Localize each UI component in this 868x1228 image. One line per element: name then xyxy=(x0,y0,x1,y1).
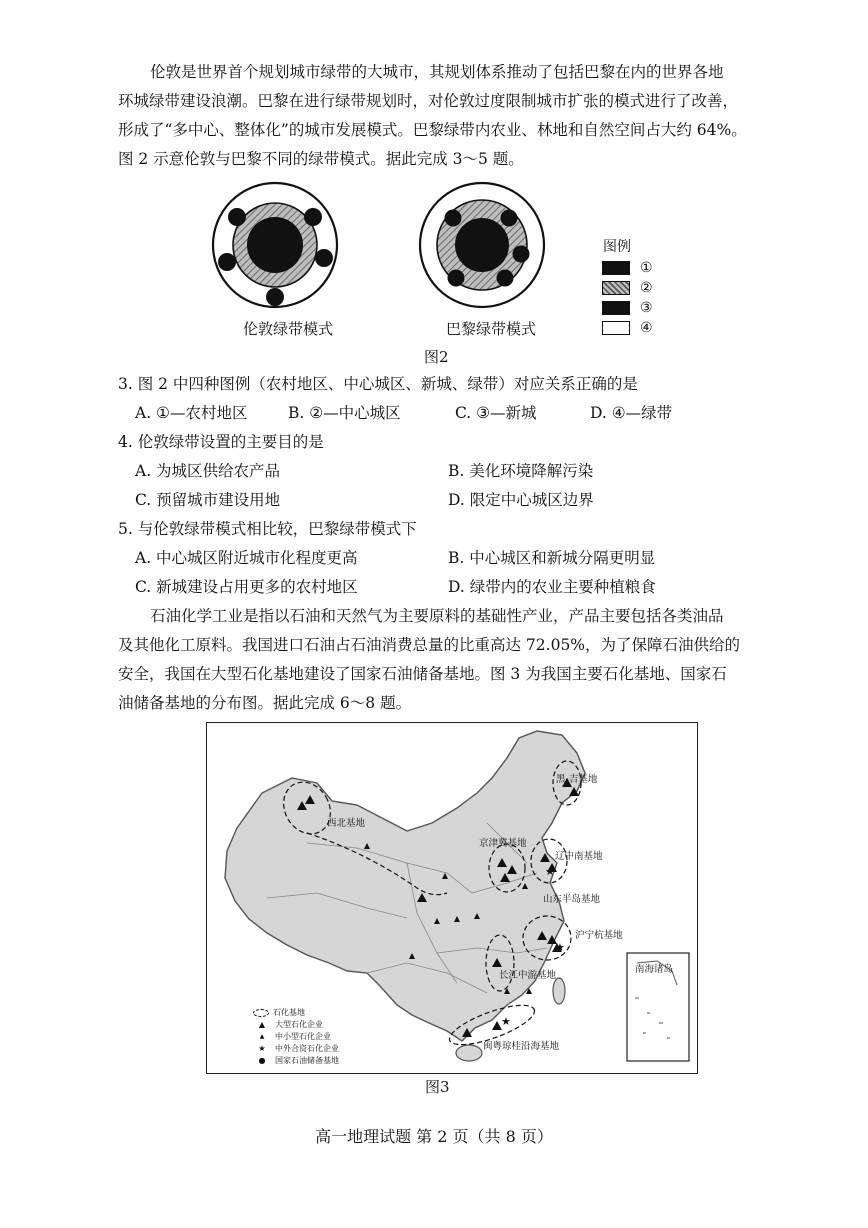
passage-petrochemical xyxy=(118,602,778,718)
passage-line: 形成了“多中心、整体化”的城市发展模式。巴黎绿带内农业、林地和自然空间占大约 64%。 xyxy=(118,121,747,139)
map-legend-base xyxy=(253,1007,305,1018)
london-greenbelt-model xyxy=(213,183,337,307)
map-legend-reserve xyxy=(253,1055,339,1066)
legend-swatch-white xyxy=(602,321,630,335)
svg-text:★: ★ xyxy=(501,1015,511,1028)
figure-3-map xyxy=(206,722,698,1074)
legend-label: ② xyxy=(640,280,653,296)
map-legend-label: 中小型石化企业 xyxy=(275,1032,331,1041)
page-footer: 高一地理试题 第 2 页（共 8 页） xyxy=(315,1127,553,1146)
question-3-option-c[interactable]: C. ③—新城 xyxy=(455,404,537,422)
taiwan-island xyxy=(553,978,565,1004)
question-3-option-a[interactable]: A. ①—农村地区 xyxy=(135,404,248,422)
question-3-option-d[interactable]: D. ④—绿带 xyxy=(590,404,673,422)
passage-line: 油储备基地的分布图。据此完成 6～8 题。 xyxy=(118,694,412,712)
dot-icon: ● xyxy=(258,1056,266,1065)
base-label-liaozhongnan: 辽中南基地 xyxy=(555,851,603,862)
question-3-option-b[interactable]: B. ②—中心城区 xyxy=(288,404,401,422)
question-4-option-c[interactable]: C. 预留城市建设用地 xyxy=(135,491,281,509)
question-5-option-a[interactable]: A. 中心城区附近城市化程度更高 xyxy=(135,549,358,567)
question-3-stem: 3. 图 2 中四种图例（农村地区、中心城区、新城、绿带）对应关系正确的是 xyxy=(118,375,638,393)
base-label-northwest: 西北基地 xyxy=(327,818,366,829)
legend-swatch-dark xyxy=(602,301,630,315)
passage-line: 石油化学工业是指以石油和天然气为主要原料的基础性产业，产品主要包括各类油品 xyxy=(150,607,724,625)
passage-line: 安全，我国在大型石化基地建设了国家石油储备基地。图 3 为我国主要石化基地、国家石 xyxy=(118,665,727,683)
passage-line: 及其他化工原料。我国进口石油占石油消费总量的比重高达 72.05%，为了保障石油供给的 xyxy=(118,636,741,654)
legend-swatch-dark xyxy=(602,261,630,275)
legend-title: 图例 xyxy=(603,239,631,255)
map-legend-label: 国家石油储备基地 xyxy=(275,1056,339,1065)
legend-label: ④ xyxy=(640,320,653,336)
legend-item-1 xyxy=(602,260,653,276)
passage-line: 图 2 示意伦敦与巴黎不同的绿带模式。据此完成 3～5 题。 xyxy=(118,150,524,168)
base-label-shandong: 山东半岛基地 xyxy=(543,894,601,905)
inset-title: 南海诸岛 xyxy=(635,964,674,975)
question-4-option-b[interactable]: B. 美化环境降解污染 xyxy=(448,462,594,480)
question-5-option-c[interactable]: C. 新城建设占用更多的农村地区 xyxy=(135,578,358,596)
china-landmass xyxy=(225,731,585,1041)
large-triangle-icon: ▲ xyxy=(258,1020,266,1029)
map-legend-label: 中外合资石化企业 xyxy=(275,1044,339,1053)
map-legend-large xyxy=(253,1019,323,1030)
map-legend-joint xyxy=(253,1043,339,1054)
base-label-jingjinji: 京津冀基地 xyxy=(479,838,527,849)
passage-greenbelt xyxy=(118,58,778,174)
base-label-minyue: 闽粤琼桂沿海基地 xyxy=(483,1041,560,1052)
legend-label: ① xyxy=(640,260,653,276)
question-4-stem: 4. 伦敦绿带设置的主要目的是 xyxy=(118,433,324,451)
map-legend-label: 大型石化企业 xyxy=(275,1020,323,1029)
legend-item-2 xyxy=(602,280,653,296)
base-label-changjiang: 长江中游基地 xyxy=(499,970,557,981)
question-4-option-d[interactable]: D. 限定中心城区边界 xyxy=(448,491,594,509)
paris-greenbelt-model xyxy=(420,183,544,307)
legend-item-4 xyxy=(602,320,653,336)
legend-swatch-hatched xyxy=(602,281,630,295)
legend-item-3 xyxy=(602,300,653,316)
small-triangle-icon: ▲ xyxy=(259,1033,265,1040)
star-icon: ★ xyxy=(258,1044,266,1053)
dashed-ellipse-icon xyxy=(253,1009,269,1017)
question-5-option-b[interactable]: B. 中心城区和新城分隔更明显 xyxy=(448,549,656,567)
question-5-option-d[interactable]: D. 绿带内的农业主要种植粮食 xyxy=(448,578,656,596)
svg-text:★: ★ xyxy=(555,941,565,954)
paris-model-label: 巴黎绿带模式 xyxy=(446,320,537,338)
base-label-heiji: 黑-吉基地 xyxy=(556,774,598,785)
question-5-stem: 5. 与伦敦绿带模式相比较，巴黎绿带模式下 xyxy=(118,520,417,538)
hainan-island xyxy=(456,1045,482,1061)
london-model-label: 伦敦绿带模式 xyxy=(243,320,334,338)
base-label-huninghang: 沪宁杭基地 xyxy=(575,930,623,941)
figure-2-caption: 图2 xyxy=(424,348,449,366)
map-legend-small xyxy=(253,1031,331,1042)
figure-3-caption: 图3 xyxy=(425,1078,450,1096)
map-legend-label: 石化基地 xyxy=(273,1008,305,1017)
passage-line: 伦敦是世界首个规划城市绿带的大城市，其规划体系推动了包括巴黎在内的世界各地 xyxy=(150,63,724,81)
svg-text:★: ★ xyxy=(545,865,555,878)
question-4-option-a[interactable]: A. 为城区供给农产品 xyxy=(135,462,281,480)
passage-line: 环城绿带建设浪潮。巴黎在进行绿带规划时，对伦敦过度限制城市扩张的模式进行了改善， xyxy=(118,92,739,110)
legend-label: ③ xyxy=(640,300,653,316)
